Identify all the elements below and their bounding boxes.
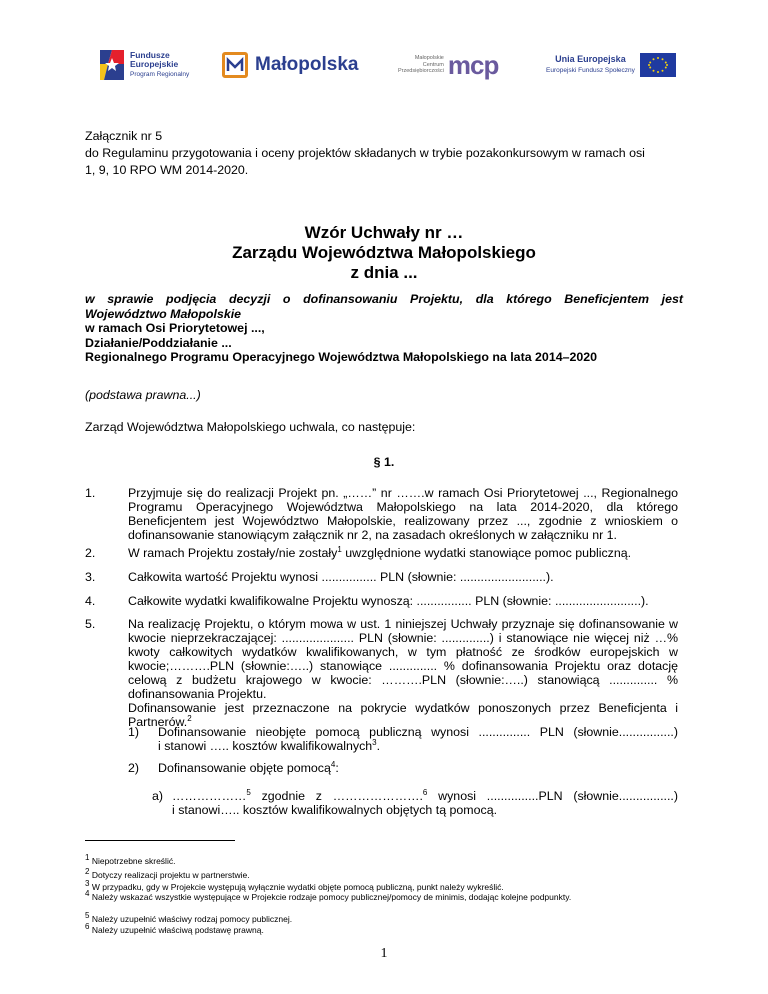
footnote-5 [85, 911, 680, 924]
footnote-6 [85, 922, 680, 935]
fe-line3: Program Regionalny [130, 70, 190, 78]
header-line-3: 1, 9, 10 RPO WM 2014-2020. [85, 163, 249, 177]
footnote-ref-4: 4 [330, 759, 336, 769]
footnote-3-text: W przypadku, gdy w Projekcie występują wyłącznie wydatki objęte pomocą publiczną, punkt należy wykreślić. [91, 882, 504, 892]
footnote-1-text: Niepotrzebne skreślić. [91, 856, 176, 866]
sub-item-2-text: Dofinansowanie objęte pomocą [158, 761, 331, 775]
mcp-line3: Przedsiębiorczości [398, 68, 444, 75]
fundusze-europejskie-logo [98, 40, 189, 90]
a-part-2: zgodnie z …………………. [250, 789, 423, 803]
footnote-6-text: Należy uzupełnić właściwą podstawę prawną. [91, 925, 264, 935]
unia-europejska-logo [546, 40, 676, 90]
footnote-2-number: 2 [85, 867, 90, 877]
a-part-4: i stanowi….. kosztów kwalifikowalnych objętych tą pomocą. [172, 803, 498, 817]
item-number-3: 3. [85, 570, 96, 584]
header-line-2: do Regulaminu przygotowania i oceny projektów składanych w trybie pozakonkursowym w ramach osi [85, 146, 645, 160]
title-line-3: z dnia ... [350, 263, 418, 282]
item-text-2 [128, 546, 678, 560]
section-heading: § 1. [373, 455, 395, 469]
fe-line1: Fundusze [130, 49, 170, 60]
item-number-5: 5. [85, 617, 96, 631]
title-line-1: Wzór Uchwały nr … [304, 223, 464, 242]
sub-item-1-line-2: i stanowi ….. kosztów kwalifikowalnych [158, 739, 373, 753]
footnote-4-number: 4 [85, 889, 90, 899]
item-text-3: Całkowita wartość Projektu wynosi ................ PLN (słownie: .........................). [128, 570, 554, 584]
item-number-4: 4. [85, 594, 96, 608]
eu-flag-icon [640, 53, 676, 77]
malopolska-emblem-icon [222, 52, 248, 78]
item-text-5a: Na realizację Projektu, o którym mowa w ust. 1 niniejszej Uchwały przyznaje się dofinansowanie w kwocie nieprzekraczającej: ..................... PLN (słownie: ..............) i stanowiące nie więcej niż …% kwoty całkowitych wydatków kwalifikowanych, w tym płatność ze środków europejskich w kwocie;……….PLN (słownie:…..) stanowiące .............. % dofinansowania Projektu oraz dotację celową z budżetu krajowego w kwocie: ……….PLN (słownie:…..) stanowiącą .............. % dofinansowania Projektu. [128, 617, 678, 701]
footnote-ref-3: 3 [372, 737, 377, 747]
a-part-3: wynosi ...............PLN (słownie................) [427, 789, 678, 803]
subject-line-2: Województwo Małopolskie [85, 306, 242, 321]
intro-text: Zarząd Województwa Małopolskiego uchwala, co następuje: [85, 420, 416, 434]
item-text-2a: W ramach Projektu zostały/nie zostały [128, 546, 338, 560]
footnote-ref-1: 1 [337, 544, 342, 554]
footnote-ref-6: 6 [422, 787, 428, 797]
subject-line-1: w sprawie podjęcia decyzji o dofinansowaniu Projektu, dla którego Beneficjentem jest [85, 292, 683, 306]
subject-line-3: w ramach Osi Priorytetowej ..., [85, 321, 265, 335]
mcp-logo [398, 40, 498, 90]
mcp-mark: mcp [447, 49, 499, 80]
title-line-2: Zarządu Województwa Małopolskiego [232, 243, 536, 262]
footnote-1 [85, 853, 680, 866]
item-text-2b: uwzględnione wydatki stanowiące pomoc publiczną. [341, 546, 632, 560]
footnote-2-text: Dotyczy realizacji projektu w partnerstwie. [91, 870, 250, 880]
sub-item-2-colon: : [335, 761, 339, 775]
footnote-4 [85, 889, 680, 902]
item-number-2: 2. [85, 546, 96, 560]
subject-line-4: Działanie/Poddziałanie ... [85, 335, 232, 350]
subject-block [85, 292, 683, 365]
sub-item-number-2: 2) [128, 761, 140, 775]
a-part-1: ……………… [172, 789, 247, 803]
footnote-ref-5: 5 [246, 787, 251, 797]
footnote-5-number: 5 [85, 911, 90, 921]
letter-item-a-text [172, 789, 678, 817]
subject-line-5: Regionalnego Programu Operacyjnego Województwa Małopolskiego na lata 2014–2020 [85, 350, 598, 364]
footnote-2 [85, 867, 680, 880]
attachment-header [85, 128, 645, 179]
footnote-3-number: 3 [85, 879, 90, 889]
header-line-1: Załącznik nr 5 [85, 129, 163, 143]
mcp-line2: Centrum [422, 61, 444, 68]
sub-item-number-1: 1) [128, 725, 140, 739]
footnote-6-number: 6 [85, 922, 90, 932]
footnote-separator [85, 840, 235, 841]
logo-bar [0, 40, 768, 100]
item-text-5b: Dofinansowanie jest przeznaczone na pokrycie wydatków ponoszonych przez Beneficjenta i Partnerów. [128, 701, 678, 729]
legal-basis: (podstawa prawna...) [85, 388, 201, 402]
page-number: 1 [380, 946, 388, 961]
item-text-5 [128, 617, 678, 729]
fe-line2: Europejskie [130, 59, 179, 70]
ue-line1: Unia Europejska [555, 54, 626, 64]
malopolska-logo [222, 40, 358, 90]
fe-star-icon [98, 46, 126, 84]
sub-item-1-line-1: Dofinansowanie nieobjęte pomocą publiczną wynosi ............... PLN (słownie................) [158, 725, 678, 739]
footnote-1-number: 1 [85, 853, 90, 863]
footnote-ref-2: 2 [187, 713, 192, 723]
malopolska-text: Małopolska [255, 54, 359, 75]
ue-line2: Europejski Fundusz Społeczny [546, 67, 635, 74]
footnote-3 [85, 879, 680, 892]
document-title [0, 223, 768, 283]
sub-item-text-2 [158, 761, 339, 775]
item-text-4: Całkowite wydatki kwalifikowalne Projektu wynoszą: ................ PLN (słownie: .........................). [128, 594, 649, 608]
footnote-5-text: Należy uzupełnić właściwy rodzaj pomocy publicznej. [91, 914, 293, 924]
letter-item-a-label: a) [152, 789, 164, 803]
item-text-1: Przyjmuje się do realizacji Projekt pn. „……” nr …….w ramach Osi Priorytetowej ..., Regionalnego Programu Operacyjnego Województwa Małopolskiego na lata 2014-2020, dla którego Beneficjentem jest Województwo Małopolskie, realizowany przez ..., zgodnie z wnioskiem o dofinansowanie stanowiącym załącznik nr 2, na zasadach określonych w załączniku nr 1. [128, 486, 678, 542]
item-number-1: 1. [85, 486, 96, 500]
mcp-line1: Małopolskie [414, 55, 444, 62]
footnote-4-text: Należy wskazać wszystkie występujące w Projekcie rodzaje pomocy publicznej/pomocy de minimis, dodając kolejne podpunkty. [91, 892, 572, 902]
sub-item-text-1: Dofinansowanie nieobjęte pomocą publiczną wynosi ............... PLN (słownie................) i stanowi ….. kosztów kwalifikowalnych$^3$. [158, 725, 678, 753]
